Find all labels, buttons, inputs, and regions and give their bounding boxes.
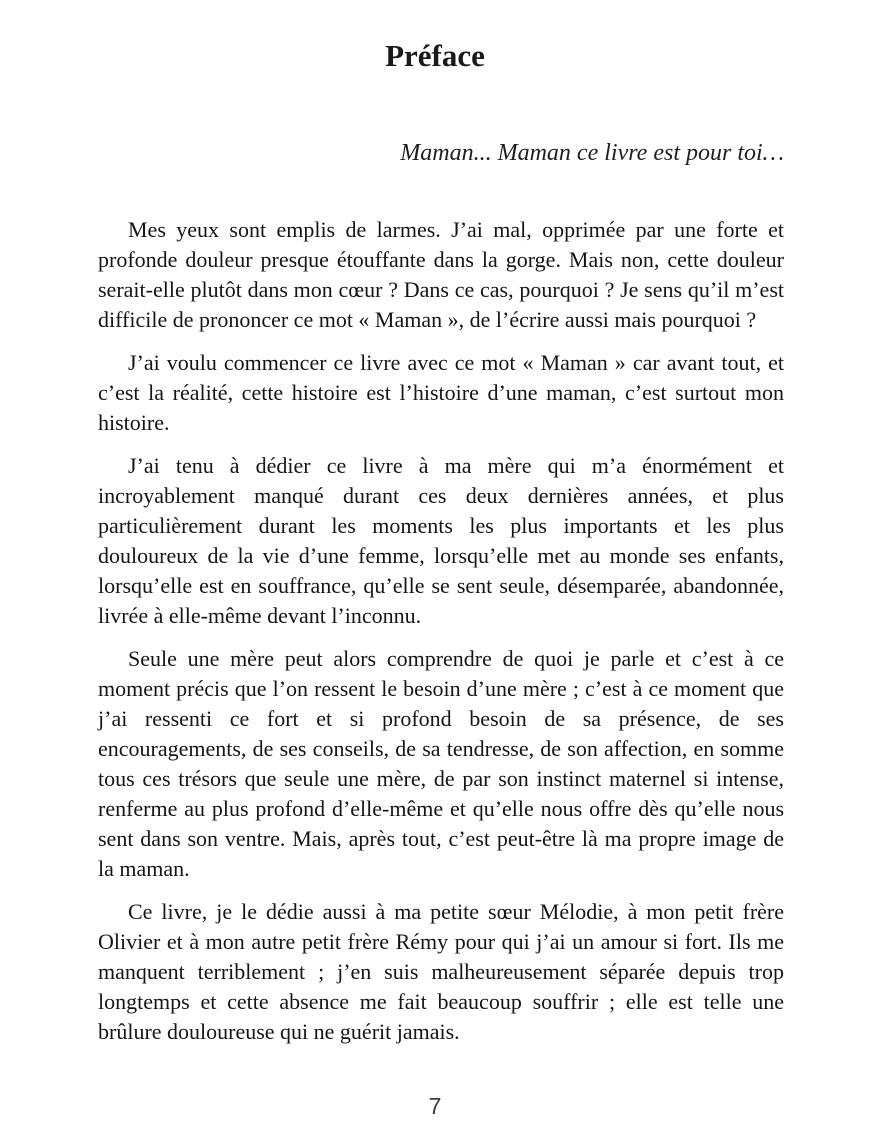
dedication-line: Maman... Maman ce livre est pour toi… (400, 140, 784, 166)
body-text (0, 215, 870, 1047)
paragraph: Mes yeux sont emplis de larmes. J’ai mal, opprimée par une forte et profonde douleur presque étouffante dans la gorge. Mais non, cette douleur serait-elle plutôt dans mon cœur ? Dans ce cas, pourquoi ? Je sens qu’il m’est difficile de prononcer ce mot « Maman », de l’écrire aussi mais pourquoi ? (98, 217, 784, 332)
paragraph: Ce livre, je le dédie aussi à ma petite sœur Mélodie, à mon petit frère Olivier et à mon autre petit frère Rémy pour qui j’ai un amour si fort. Ils me manquent terriblement ; j’en suis malheureusement séparée depuis trop longtemps et cette absence me fait beaucoup souffrir ; elle est telle une brûlure douloureuse qui ne guérit jamais. (98, 899, 784, 1044)
page-title: Préface (385, 38, 485, 73)
paragraph: J’ai tenu à dédier ce livre à ma mère qui m’a énormément et incroyablement manqué durant ces deux dernières années, et plus particulièrement durant les moments les plus importants et les plus douloureux de la vie d’une femme, lorsqu’elle met au monde ses enfants, lorsqu’elle est en souffrance, qu’elle se sent seule, désemparée, abandonnée, livrée à elle-même devant l’inconnu. (98, 453, 784, 628)
paragraph: Seule une mère peut alors comprendre de quoi je parle et c’est à ce moment précis que l’on ressent le besoin d’une mère ; c’est à ce moment que j’ai ressenti ce fort et si profond besoin de sa présence, de ses encouragements, de ses conseils, de sa tendresse, de son affection, en somme tous ces trésors que seule une mère, de par son instinct maternel si intense, renferme au plus profond d’elle-même et qu’elle nous offre dès qu’elle nous sent dans son ventre. Mais, après tout, c’est peut-être là ma propre image de la maman. (98, 646, 784, 881)
page-number: 7 (428, 1093, 442, 1119)
paragraph: J’ai voulu commencer ce livre avec ce mot « Maman » car avant tout, et c’est la réalité, cette histoire est l’histoire d’une maman, c’est surtout mon histoire. (98, 350, 784, 435)
